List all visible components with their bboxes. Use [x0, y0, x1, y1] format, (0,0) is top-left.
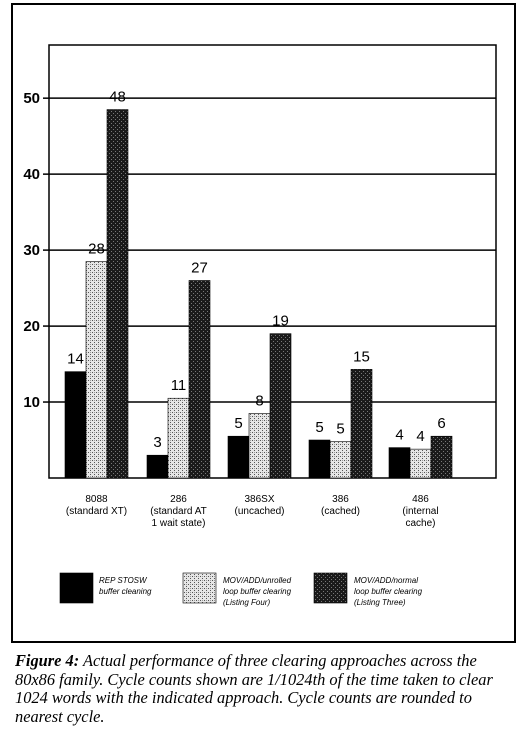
- bar-s1-c5: [389, 448, 410, 478]
- bar-s2-c5: [410, 449, 431, 478]
- y-tick-label-40: 40: [23, 166, 40, 184]
- category-label-4-line-2: (cached): [321, 506, 360, 517]
- y-tick-label-20: 20: [23, 318, 40, 336]
- bar-s3-c3: [270, 334, 291, 478]
- legend-label-2-line-1: MOV/ADD/unrolled: [223, 576, 292, 585]
- caption-text: Actual performance of three clearing approaches across the 80x86 family. Cycle counts shown are 1/1024th of the time taken to clear 1024 words with the indicated approach. Cycle counts are rounded to nearest cycle.: [15, 651, 493, 726]
- category-label-5-line-1: 486: [412, 494, 429, 505]
- legend-label-1-line-2: buffer cleaning: [99, 587, 152, 596]
- value-label-s2-c1: 28: [88, 240, 105, 258]
- legend-swatch-1: [60, 573, 93, 603]
- category-label-3-line-2: (uncached): [234, 506, 285, 517]
- legend-label-3-line-3: (Listing Three): [354, 598, 406, 607]
- value-label-s1-c4: 5: [315, 419, 324, 437]
- bar-s3-c4: [351, 369, 372, 478]
- legend-swatch-3: [314, 573, 347, 603]
- bar-s3-c2: [189, 280, 210, 478]
- category-label-5-line-3: cache): [405, 518, 436, 529]
- legend-label-3-line-2: loop buffer clearing: [354, 587, 423, 596]
- category-label-1-line-2: (standard XT): [65, 506, 128, 517]
- value-label-s3-c3: 19: [272, 312, 289, 330]
- value-label-s3-c2: 27: [191, 259, 208, 277]
- bar-s3-c1: [107, 110, 128, 478]
- figure-caption: [15, 652, 515, 726]
- caption-label: Figure 4:: [15, 651, 80, 670]
- value-label-s1-c3: 5: [234, 415, 243, 433]
- bar-s2-c2: [168, 398, 189, 478]
- legend-label-1-line-1: REP STOSW: [99, 576, 147, 585]
- category-label-2-line-1: 286: [170, 494, 187, 505]
- bar-s2-c4: [330, 442, 351, 478]
- bar-s2-c3: [249, 413, 270, 478]
- value-label-s2-c2: 11: [170, 377, 187, 395]
- category-label-2-line-3: 1 wait state): [151, 518, 206, 529]
- category-label-2-line-2: (standard AT: [150, 506, 207, 517]
- legend-label-3-line-1: MOV/ADD/normal: [354, 576, 419, 585]
- y-tick-label-30: 30: [23, 242, 40, 260]
- value-label-s1-c2: 3: [153, 434, 162, 452]
- bar-s1-c3: [228, 436, 249, 478]
- bar-s1-c4: [309, 440, 330, 478]
- category-label-4-line-1: 386: [332, 494, 349, 505]
- bar-s2-c1: [86, 262, 107, 479]
- category-label-5-line-2: (internal: [402, 506, 439, 517]
- legend-swatch-2: [183, 573, 216, 603]
- value-label-s2-c3: 8: [255, 392, 264, 410]
- category-label-1-line-1: 8088: [85, 494, 108, 505]
- legend-label-2-line-3: (Listing Four): [223, 598, 271, 607]
- category-label-3-line-1: 386SX: [244, 494, 275, 505]
- value-label-s2-c5: 4: [416, 428, 425, 446]
- bar-s3-c5: [431, 436, 452, 478]
- value-label-s2-c4: 5: [336, 420, 345, 438]
- y-tick-label-10: 10: [23, 394, 40, 412]
- bar-s1-c2: [147, 455, 168, 478]
- bar-s1-c1: [65, 372, 86, 478]
- value-label-s3-c4: 15: [353, 348, 370, 366]
- legend-label-2-line-2: loop buffer clearing: [223, 587, 292, 596]
- value-label-s3-c5: 6: [437, 415, 446, 433]
- value-label-s1-c1: 14: [67, 350, 84, 368]
- value-label-s3-c1: 48: [109, 88, 126, 106]
- value-label-s1-c5: 4: [395, 426, 404, 444]
- y-tick-label-50: 50: [23, 90, 40, 108]
